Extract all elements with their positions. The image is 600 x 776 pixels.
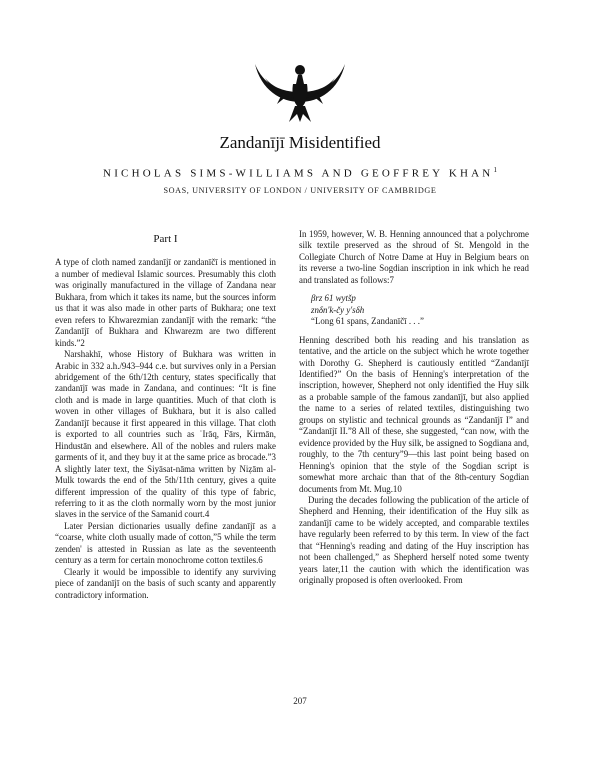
eagle-emblem-logo [253, 62, 347, 124]
paragraph: Narshakhī, whose History of Bukhara was written in Arabic in 332 a.h./943–944 c.e. but survives only in a Persian abridgement of the 6th/12th century, states specifically that zandanījī was made in Zandana, and continues: “It is fine cloth and is made in large quantities. Much of that cloth is woven in other villages of Bukhara, but it is also called Zandanījī because it first appeared in this village. That cloth is exported to all countries such as ʿIrāq, Fārs, Kirmān, Hindustān and elsewhere. All of the nobles and rulers make garments of it, and they buy it at the same price as brocade.”3 A slightly later text, the Siyāsat-nāma written by Niẓām al-Mulk towards the end of the 5th/11th century, gives a quite different impression of the quality of this type of fabric, referring to it as the cloth normally worn by the most junior slaves in the service of the Samanid court.4 [55, 349, 276, 520]
article-authors [0, 166, 600, 180]
part-heading: Part I [153, 233, 178, 245]
authors-text: NICHOLAS SIMS-WILLIAMS AND GEOFFREY KHAN [103, 167, 494, 180]
author-affiliations: SOAS, UNIVERSITY OF LONDON / UNIVERSITY OF CAMBRIDGE [163, 186, 437, 195]
paragraph: A type of cloth named zandanījī or zandanīčī is mentioned in a number of medieval Islamic sources. Presumably this cloth was originally manufactured in the village of Zandana near Bukhara, from which it takes its name, but the sources inform us that it was also made in other parts of Bukhara; one text even refers to Khwarezmian zandanījī with the remark: “the Zandanījī of Bukhara and Khwarezm are two different kinds.”2 [55, 257, 276, 348]
article-title: Zandanījī Misidentified [219, 133, 381, 152]
inscription-line: znδn'k-čy y'sδh [311, 304, 365, 315]
paragraph: In 1959, however, W. B. Henning announced that a polychrome silk textile preserved as the shroud of St. Mengold in the Collegiate Church of Notre Dame at Huy in Belgium bears on its reverse a two-line Sogdian inscription in ink which he read and translated as follows:7 [299, 229, 529, 285]
authors-footnote-marker: 1 [493, 166, 497, 174]
page-number: 207 [293, 696, 307, 706]
paragraph: During the decades following the publication of the article of Shepherd and Henning, their identification of the Huy silk as zandanījī came to be widely accepted, and comparable textiles have regularly been referred to by this term. In view of the fact that “Henning's reading and dating of the Huy inscription has not been challenged,” as Shepherd herself noted some twenty years later,11 the caution with which the identification was originally proposed is often overlooked. From [299, 494, 529, 586]
paragraph: Later Persian dictionaries usually define zandanījī as a “coarse, white cloth usually made of cotton,”5 while the term zenden' is attested in Russian as late as the seventeenth century as a term for certain monochrome cotton textiles.6 [55, 520, 276, 566]
left-column [55, 230, 276, 601]
inscription-translation: “Long 61 spans, Zandanīčī . . .” [311, 316, 424, 327]
paragraph: Henning described both his reading and his translation as tentative, and the article on the subject which he wrote together with Dorothy G. Shepherd is cautiously entitled “Zandanījī Identified?” On the basis of Henning's interpretation of the inscription, however, Shepherd not only identified the Huy silk as a probable sample of the famous zandanījī, but also applied the name to a series of related textiles, distinguishing two groups on stylistic and technical grounds as “Zandanījī I” and “Zandanījī II.”8 All of these, she suggested, “can now, with the evidence provided by the Huy silk, be assigned to Sogdiana and, roughly, to the 7th century”9—this last point being based on Henning's opinion that the style of the Sogdian script is somewhat more archaic than that of the 8th-century Sogdian documents from Mt. Mug.10 [299, 334, 529, 494]
sogdian-inscription [311, 293, 529, 327]
right-column [299, 229, 529, 587]
inscription-line: βrz 61 wytšp [311, 293, 356, 304]
paragraph: Clearly it would be impossible to identify any surviving piece of zandanījī on the basis of such scanty and apparently contradictory information. [55, 566, 276, 600]
eagle-emblem-icon [253, 62, 347, 124]
